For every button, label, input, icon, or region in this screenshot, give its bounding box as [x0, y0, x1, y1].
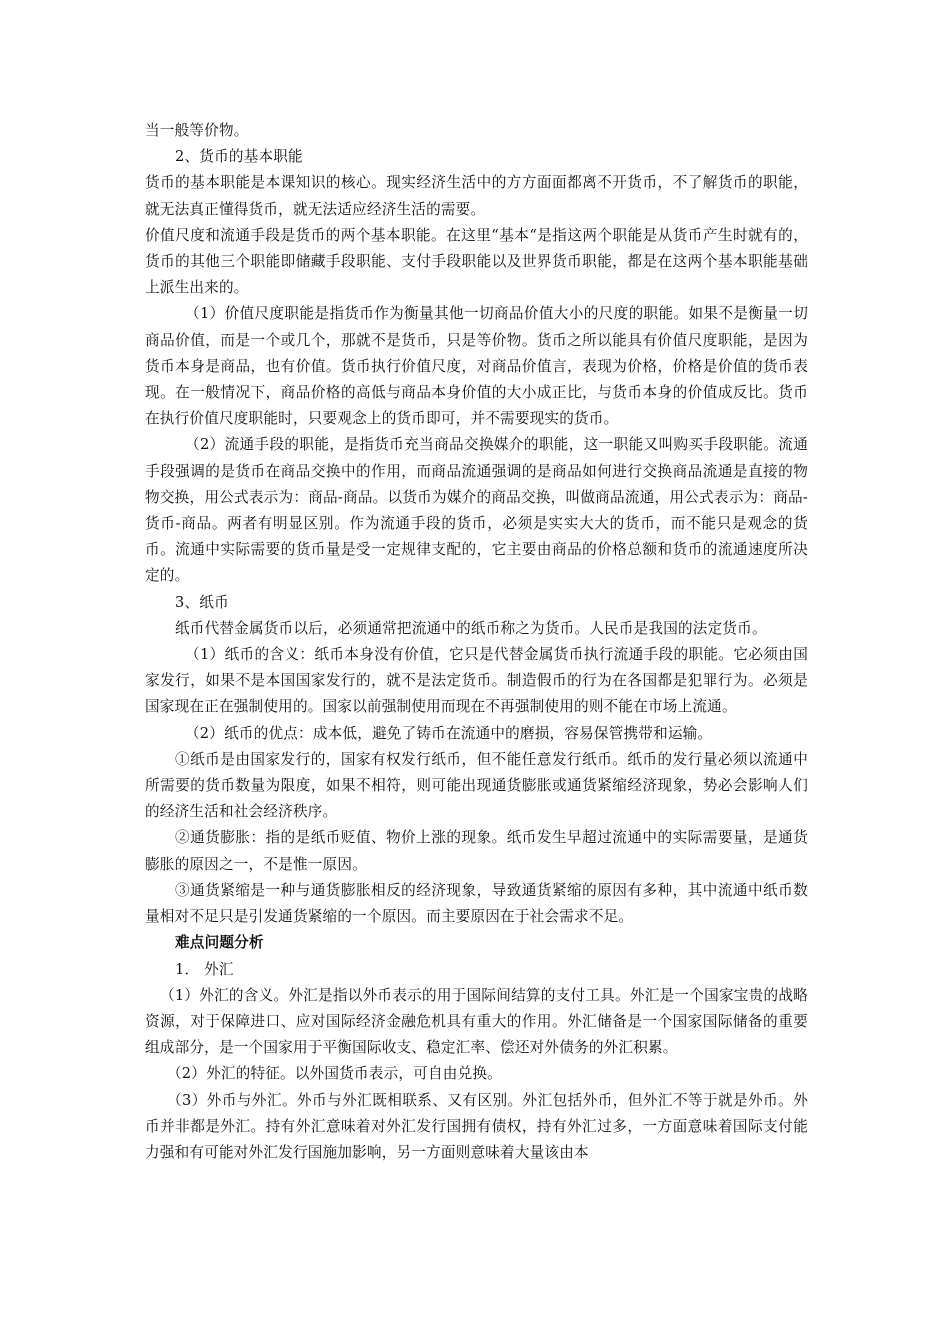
section-heading: 2、货币的基本职能: [175, 148, 303, 166]
paragraph: ③通货紧缩是一种与通货膨胀相反的经济现象，导致通货紧缩的原因有多种，其中流通中纸币数量相对不足只是引发通货紧缩的一个原因。而主要原因在于社会需求不足。: [145, 881, 808, 926]
paragraph: 货币的基本职能是本课知识的核心。现实经济生活中的方方面面都离不开货币，不了解货币的职能，就无法真正懂得货币，就无法适应经济生活的需要。: [145, 174, 808, 218]
section-heading: 难点问题分析: [175, 934, 264, 952]
paragraph: 价值尺度和流通手段是货币的两个基本职能。在这里“基本“是指这两个职能是从货币产生时就有的，货币的其他三个职能即储藏手段职能、支付手段职能以及世界货币职能，都是在这两个基本职能基础上派生出来的。: [145, 226, 808, 297]
paragraph: （2）流通手段的职能，是指货币充当商品交换媒介的职能，这一职能又叫购买手段职能。流通手段强调的是货币在商品交换中的作用，而商品流通强调的是商品如何进行交换商品流通是直接的物物交换，用公式表示为：商品-商品。以货币为媒介的商品交换，叫做商品流通，用公式表示为：商品-货币-商品。两者有明显区别。作为流通手段的货币，必须是实实大大的货币，而不能只是观念的货币。流通中实际需要的货币量是受一定规律支配的，它主要由商品的价格总额和货币的流通速度所决定的。: [145, 436, 808, 585]
paragraph: （2）外汇的特征。以外国货币表示，可自由兑换。: [167, 1065, 502, 1083]
paragraph: （1）纸币的含义：纸币本身没有价值，它只是代替金属货币执行流通手段的职能。它必须由国家发行，如果不是本国国家发行的，就不是法定货币。制造假币的行为在各国都是犯罪行为。必须是国家现在正在强制使用的。国家以前强制使用而现在不再强制使用的则不能在市场上流通。: [145, 646, 808, 716]
subsection-heading: 1． 外汇: [175, 960, 234, 978]
paragraph: ②通货膨胀：指的是纸币贬值、物价上涨的现象。纸币发生早超过流通中的实际需要量，是通货膨胀的原因之一，不是惟一原因。: [145, 829, 808, 873]
paragraph: （1）价值尺度职能是指货币作为衡量其他一切商品价值大小的尺度的职能。如果不是衡量一切商品价值，而是一个或几个，那就不是货币，只是等价物。货币之所以能具有价值尺度职能，是因为货币本身是商品，也有价值。货币执行价值尺度，对商品价值言，表现为价格，价格是价值的货币表现。在一般情况下，商品价格的高低与商品本身价值的大小成正比，与货币本身的价值成反比。货币在执行价值尺度职能时，只要观念上的货币即可，并不需要现实的货币。: [145, 305, 808, 428]
paragraph: 纸币代替金属货币以后，必须通常把流通中的纸币称之为货币。人民币是我国的法定货币。: [175, 619, 767, 637]
document-page: [145, 118, 808, 1166]
paragraph: （3）外币与外汇。外币与外汇既相联系、又有区别。外汇包括外币，但外汇不等于就是外币。外币并非都是外汇。持有外汇意味着对外汇发行国拥有债权，持有外汇过多，一方面意味着国际支付能力强和有可能对外汇发行国施加影响，另一方面则意味着大量该由本: [145, 1091, 808, 1161]
paragraph: ①纸币是由国家发行的，国家有权发行纸币，但不能任意发行纸币。纸币的发行量必须以流通中所需要的货币数量为限度，如果不相符，则可能出现通货膨胀或通货紧缩经济现象，势必会影响人们的经济生活和社会经济秩序。: [145, 750, 808, 821]
section-heading: 3、纸币: [175, 593, 229, 611]
paragraph: （2）纸币的优点：成本低，避免了铸币在流通中的磨损，容易保管携带和运输。: [185, 724, 713, 742]
paragraph: （1）外汇的含义。外汇是指以外币表示的用于国际间结算的支付工具。外汇是一个国家宝贵的战略资源，对于保障进口、应对国际经济金融危机具有重大的作用。外汇储备是一个国家国际储备的重要组成部分，是一个国家用于平衡国际收支、稳定汇率、偿还对外债务的外汇积累。: [145, 986, 808, 1057]
paragraph: 当一般等价物。: [145, 122, 249, 139]
